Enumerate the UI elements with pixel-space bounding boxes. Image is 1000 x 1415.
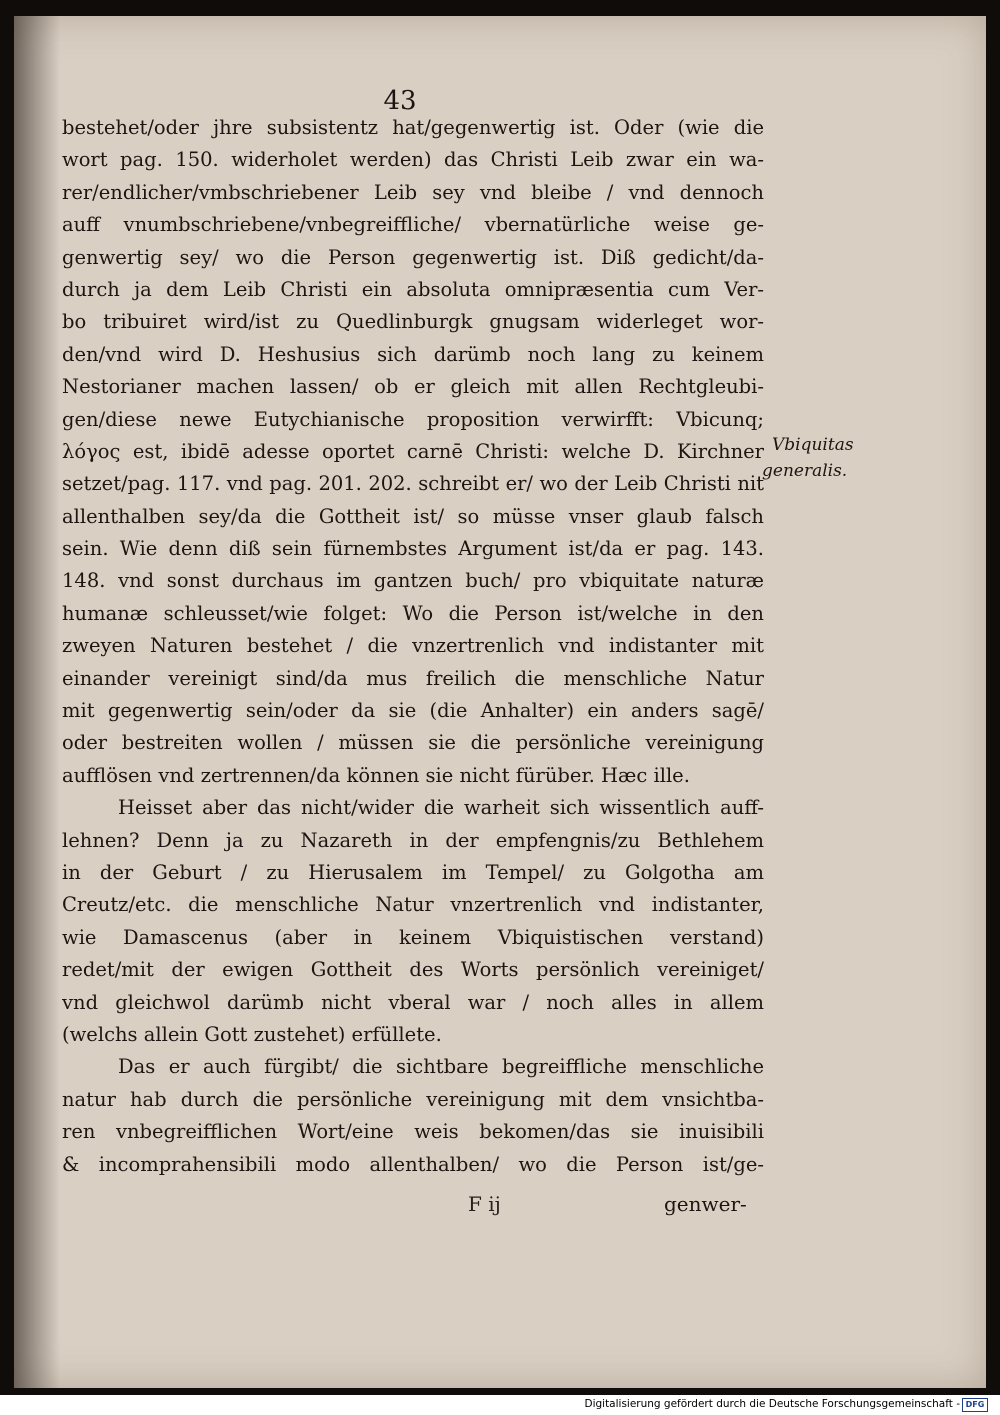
text-line: genwertig sey/ wo die Person gegenwertig ist. Diß gedicht/da-	[62, 245, 764, 269]
body-text	[62, 112, 764, 1181]
margin-note-line: Vbiquitas	[772, 435, 854, 455]
text-line: durch ja dem Leib Christi ein absoluta omnipræsentia cum Ver-	[62, 277, 764, 301]
catchword: genwer-	[664, 1192, 747, 1216]
text-line: bo tribuiret wird/ist zu Quedlinburgk gnugsam widerleget wor-	[62, 310, 764, 334]
text-line: & incomprahensibili modo allenthalben/ wo die Person ist/ge-	[62, 1152, 764, 1176]
text-line: ren vnbegreifflichen Wort/eine weis bekomen/das sie inuisibili	[62, 1120, 764, 1144]
dfg-logo-icon: DFG	[962, 1398, 988, 1412]
gutter-shadow	[14, 16, 60, 1388]
text-line: den/vnd wird D. Heshusius sich darümb noch lang zu keinem	[62, 342, 764, 366]
text-line: sein. Wie denn diß sein fürnembstes Argument ist/da er pag. 143.	[62, 537, 764, 561]
margin-note-line: generalis.	[762, 461, 848, 481]
funding-credit: Digitalisierung gefördert durch die Deutsche Forschungsgemeinschaft -	[584, 1398, 960, 1410]
text-line: auff vnumbschriebene/vnbegreiffliche/ vbernatürliche weise ge-	[62, 213, 764, 237]
text-line: Creutz/etc. die menschliche Natur vnzertrenlich vnd indistanter,	[62, 893, 764, 917]
text-line: bestehet/oder jhre subsistentz hat/gegenwertig ist. Oder (wie die	[62, 116, 764, 139]
signature-mark: F ij	[468, 1192, 501, 1216]
page-number: 43	[383, 86, 417, 116]
text-line: wie Damascenus (aber in keinem Vbiquistischen verstand)	[62, 925, 764, 949]
text-line: Heisset aber das nicht/wider die warheit sich wissentlich auff-	[118, 796, 764, 820]
text-line: rer/endlicher/vmbschriebener Leib sey vnd bleibe / vnd dennoch	[62, 180, 764, 204]
text-line: (welchs allein Gott zustehet) erfüllete.	[62, 1022, 442, 1046]
text-line: natur hab durch die persönliche vereinigung mit dem vnsichtba-	[62, 1087, 764, 1111]
margin-note	[762, 432, 858, 484]
text-line: vnd gleichwol darümb nicht vberal war / noch alles in allem	[62, 990, 764, 1014]
text-line: setzet/pag. 117. vnd pag. 201. 202. schreibt er/ wo der Leib Christi nit	[62, 472, 764, 496]
text-line: mit gegenwertig sein/oder da sie (die Anhalter) ein anders sagē/	[62, 699, 764, 723]
text-line: lehnen? Denn ja zu Nazareth in der empfengnis/zu Bethlehem	[62, 828, 764, 852]
text-line: λόγος est, ibidē adesse oportet carnē Christi: welche D. Kirchner	[62, 439, 764, 463]
text-line: 148. vnd sonst durchaus im gantzen buch/ pro vbiquitate naturæ	[62, 569, 764, 593]
text-line: einander vereinigt sind/da mus freilich die menschliche Natur	[62, 666, 764, 690]
text-line: oder bestreiten wollen / müssen sie die persönliche vereinigung	[62, 731, 764, 755]
text-line: wort pag. 150. widerholet werden) das Christi Leib zwar ein wa-	[62, 148, 764, 172]
text-line: Das er auch fürgibt/ die sichtbare begreiffliche menschliche	[118, 1055, 764, 1079]
text-line: redet/mit der ewigen Gottheit des Worts persönlich vereiniget/	[62, 958, 764, 982]
text-line: in der Geburt / zu Hierusalem im Tempel/ zu Golgotha am	[62, 860, 764, 884]
text-line: gen/diese newe Eutychianische proposition verwirfft: Vbicunq;	[62, 407, 764, 431]
text-line: Nestorianer machen lassen/ ob er gleich mit allen Rechtgleubi-	[62, 375, 764, 399]
text-line: allenthalben sey/da die Gottheit ist/ so müsse vnser glaub falsch	[62, 504, 764, 528]
text-line: zweyen Naturen bestehet / die vnzertrenlich vnd indistanter mit	[62, 634, 764, 658]
text-line: aufflösen vnd zertrennen/da können sie nicht fürüber. Hæc ille.	[62, 763, 690, 787]
text-line: humanæ schleusset/wie folget: Wo die Person ist/welche in den	[62, 601, 764, 625]
